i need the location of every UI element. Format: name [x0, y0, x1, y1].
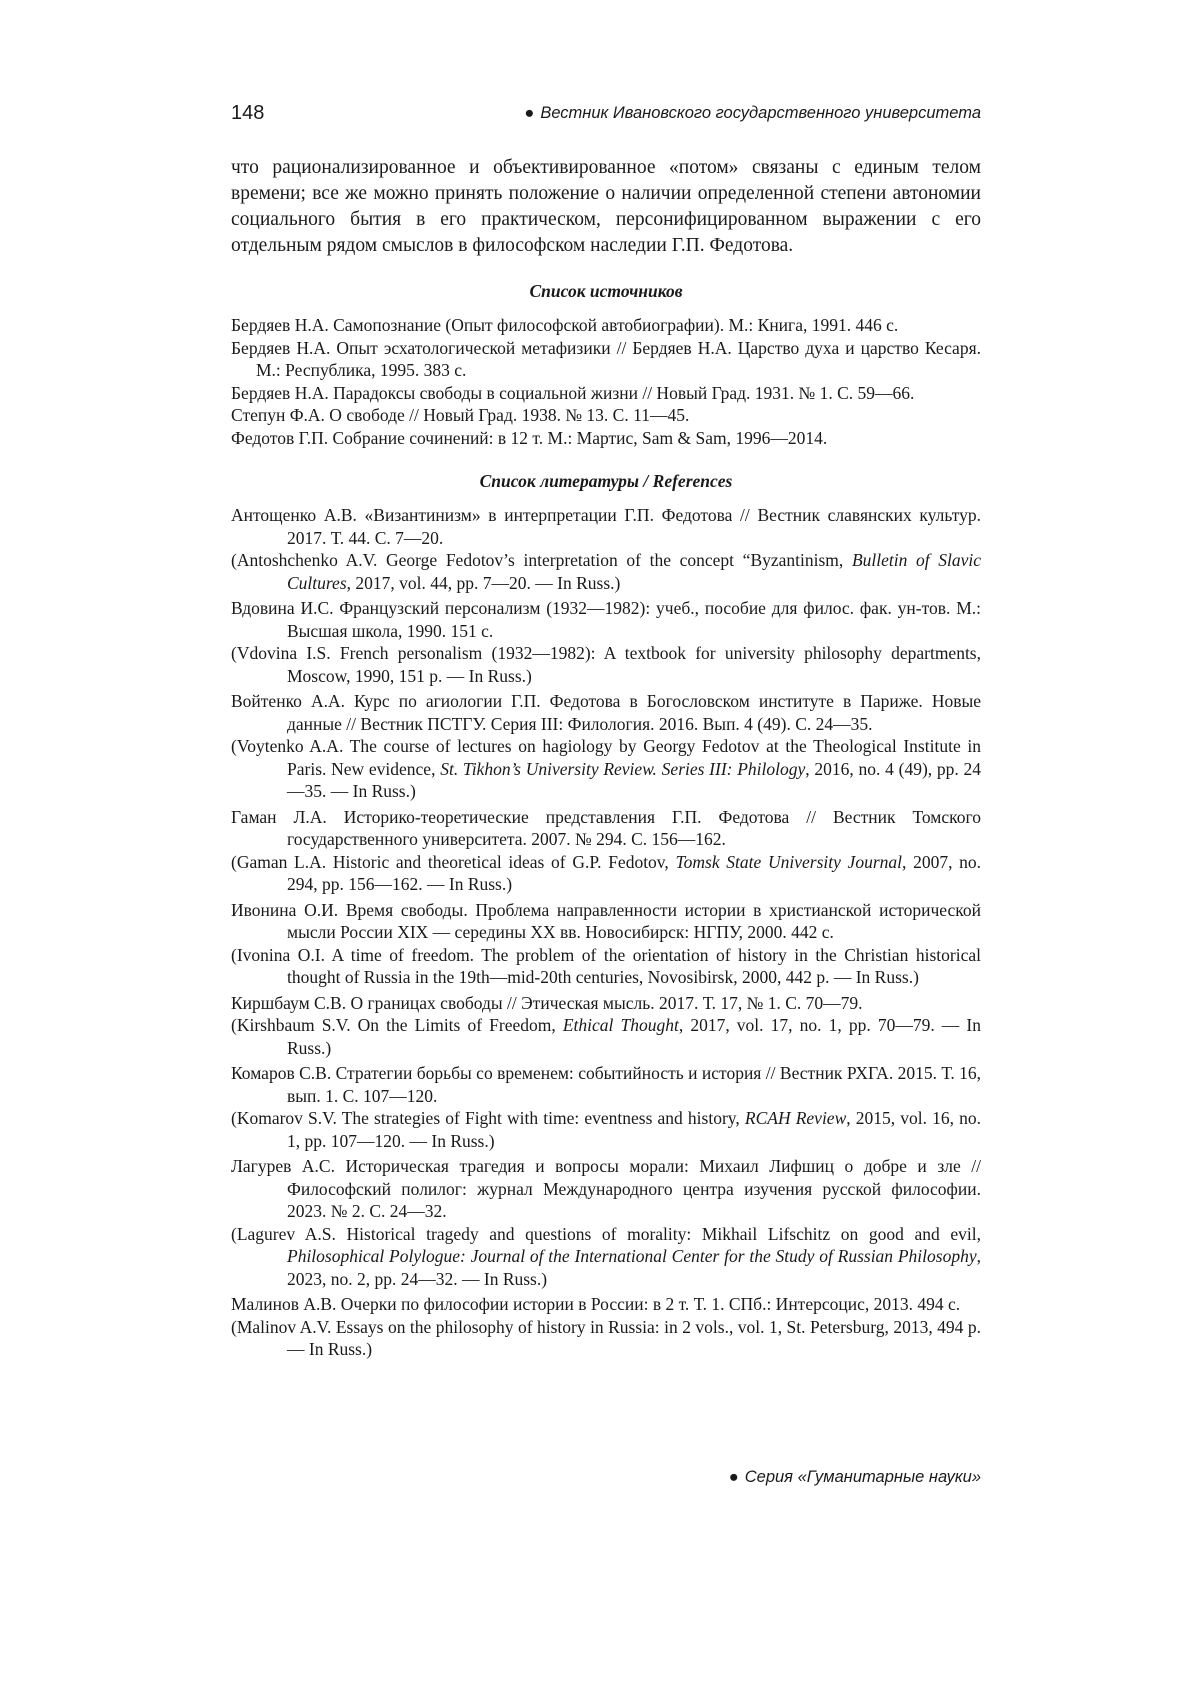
source-item: Федотов Г.П. Собрание сочинений: в 12 т. М.: Мартис, Sam & Sam, 1996—2014.: [231, 427, 828, 448]
reference-en: [231, 549, 981, 594]
reference-en: [231, 735, 981, 803]
reference-ru: Антощенко А.В. «Византинизм» в интерпретации Г.П. Федотова // Вестник славянских культур. 2017. Т. 44. С. 7—20.: [231, 505, 981, 548]
reference-en: [231, 1014, 981, 1059]
reference-en-text-end: , 2016, no. 4 (49), pp. 24—35. — In Russ.): [287, 758, 981, 801]
reference-en: [231, 1316, 981, 1361]
reference-item: [231, 1293, 981, 1361]
reference-ru: Лагурев А.С. Историческая трагедия и вопросы морали: Михаил Лифшиц о добре и зле // Философский полилог: журнал Международного центра изучения русской философии. 2023. № 2. С. 24—32.: [231, 1156, 981, 1221]
reference-en-text-end: , 2017, vol. 44, pp. 7—20. — In Russ.): [346, 572, 621, 593]
reference-en: [231, 944, 981, 989]
reference-en-text: (Antoshchenko A.V. George Fedotov’s interpretation of the concept “Byzantinism,: [231, 550, 852, 570]
reference-item: [231, 1062, 981, 1152]
references-list: [231, 504, 981, 1361]
reference-en-text: (Lagurev A.S. Historical tragedy and questions of morality: Mikhail Lifschitz on good and evil,: [231, 1223, 981, 1244]
reference-item: [231, 690, 981, 803]
source-item: Степун Ф.А. О свободе // Новый Град. 1938. № 13. С. 11—45.: [231, 405, 690, 425]
reference-en-text-end: , 2007, no. 294, pp. 156—162. — In Russ.): [287, 851, 982, 894]
reference-en-text: (Malinov A.V. Essays on the philosophy of history in Russia: in 2 vols., vol. 1, St. Petersburg, 2013, 494 p. — In Russ.): [231, 1316, 981, 1359]
reference-ru: Войтенко А.А. Курс по агиологии Г.П. Федотова в Богословском институте в Париже. Новые данные // Вестник ПСТГУ. Серия III: Филология. 2016. Вып. 4 (49). С. 24—35.: [231, 691, 981, 734]
source-item: Бердяев Н.А. Парадоксы свободы в социальной жизни // Новый Град. 1931. № 1. С. 59—66.: [231, 382, 915, 403]
reference-ru: Ивонина О.И. Время свободы. Проблема направленности истории в христианской исторической мысли России XIX — середины XX вв. Новосибирск: НГПУ, 2000. 442 с.: [231, 899, 981, 942]
references-heading: Список литературы / References: [479, 471, 733, 491]
reference-en-journal: Bulletin of Slavic Cultures: [287, 550, 981, 593]
page-footer: [729, 1468, 981, 1487]
reference-item: [231, 806, 981, 896]
reference-en-journal: RCAH Review: [744, 1108, 847, 1128]
reference-item: [231, 992, 981, 1060]
source-item: Бердяев Н.А. Самопознание (Опыт философской автобиографии). М.: Книга, 1991. 446 с.: [231, 315, 899, 335]
reference-en-text: (Voytenko A.A. The course of lectures on hagiology by Georgy Fedotov at the Theological Institute in Paris. New evidence,: [231, 736, 981, 779]
series-title: Серия «Гуманитарные науки»: [744, 1468, 981, 1486]
reference-en: [231, 851, 981, 896]
reference-en: [231, 1107, 981, 1152]
reference-ru: Малинов А.В. Очерки по философии истории в России: в 2 т. Т. 1. СПб.: Интерсоцис, 2013. 494 с.: [231, 1294, 961, 1314]
bullet-icon: ●: [524, 104, 535, 122]
reference-en-text: (Kirshbaum S.V. On the Limits of Freedom,: [231, 1015, 563, 1035]
reference-en-text-end: , 2015, vol. 16, no. 1, pp. 107—120. — In Russ.): [287, 1108, 981, 1151]
reference-ru: Гаман Л.А. Историко-теоретические представления Г.П. Федотова // Вестник Томского государственного университета. 2007. № 294. С. 156—162.: [231, 806, 981, 849]
reference-en: [231, 1223, 981, 1291]
page-header: [231, 102, 981, 132]
bullet-icon: ●: [728, 1468, 739, 1486]
sources-heading: Список источников: [529, 281, 683, 301]
reference-item: [231, 899, 981, 989]
page-number: 148: [231, 102, 265, 124]
reference-item: [231, 597, 981, 687]
journal-title-text: Вестник Ивановского государственного университета: [540, 104, 981, 122]
reference-en-text-end: , 2023, no. 2, pp. 24—32. — In Russ.): [287, 1246, 981, 1289]
reference-en-journal: Philosophical Polylogue: Journal of the International Center for the Study of Russian Philosophy: [287, 1246, 977, 1266]
reference-item: [231, 1155, 981, 1290]
page-content: [231, 155, 981, 1364]
reference-en-text: (Komarov S.V. The strategies of Fight with time: eventness and history,: [231, 1108, 745, 1128]
reference-en-text: (Ivonina O.I. A time of freedom. The problem of the orientation of history in the Christian historical thought of Russia in the 19th—mid-20th centuries, Novosibirsk, 2000, 442 p. — In Russ.): [231, 944, 981, 987]
reference-en-text: (Gaman L.A. Historic and theoretical ideas of G.P. Fedotov,: [231, 851, 676, 872]
reference-item: [231, 504, 981, 594]
reference-ru: Комаров С.В. Стратегии борьбы со временем: событийность и история // Вестник РХГА. 2015. Т. 16, вып. 1. С. 107—120.: [231, 1063, 981, 1106]
intro-paragraph: что рационализированное и объективированное «потом» связаны с единым телом времени; все же можно принять положение о наличии определенной степени автономии социального бытия в его практическом, персонифицированном выражении с его отдельным рядом смыслов в философском наследии Г.П. Федотова.: [231, 157, 981, 256]
reference-en-journal: Ethical Thought: [562, 1015, 679, 1035]
sources-list: [231, 314, 981, 449]
reference-en-journal: St. Tikhon’s University Review. Series III: Philology: [440, 758, 806, 779]
reference-en-text-end: , 2017, vol. 17, no. 1, pp. 70—79. — In Russ.): [287, 1015, 981, 1058]
reference-ru: Киршбаум С.В. О границах свободы // Этическая мысль. 2017. Т. 17, № 1. С. 70—79.: [231, 992, 863, 1013]
reference-ru: Вдовина И.С. Французский персонализм (1932—1982): учеб., пособие для филос. фак. ун-тов. М.: Высшая школа, 1990. 151 с.: [231, 598, 981, 641]
reference-en: [231, 642, 981, 687]
journal-title: [524, 104, 981, 123]
source-item: Бердяев Н.А. Опыт эсхатологической метафизики // Бердяев Н.А. Царство духа и царство Кесаря. М.: Республика, 1995. 383 с.: [231, 337, 981, 380]
reference-en-text: (Vdovina I.S. French personalism (1932—1982): A textbook for university philosophy departments, Moscow, 1990, 151 p. — In Russ.): [231, 643, 981, 686]
reference-en-journal: Tomsk State University Journal: [675, 851, 902, 872]
